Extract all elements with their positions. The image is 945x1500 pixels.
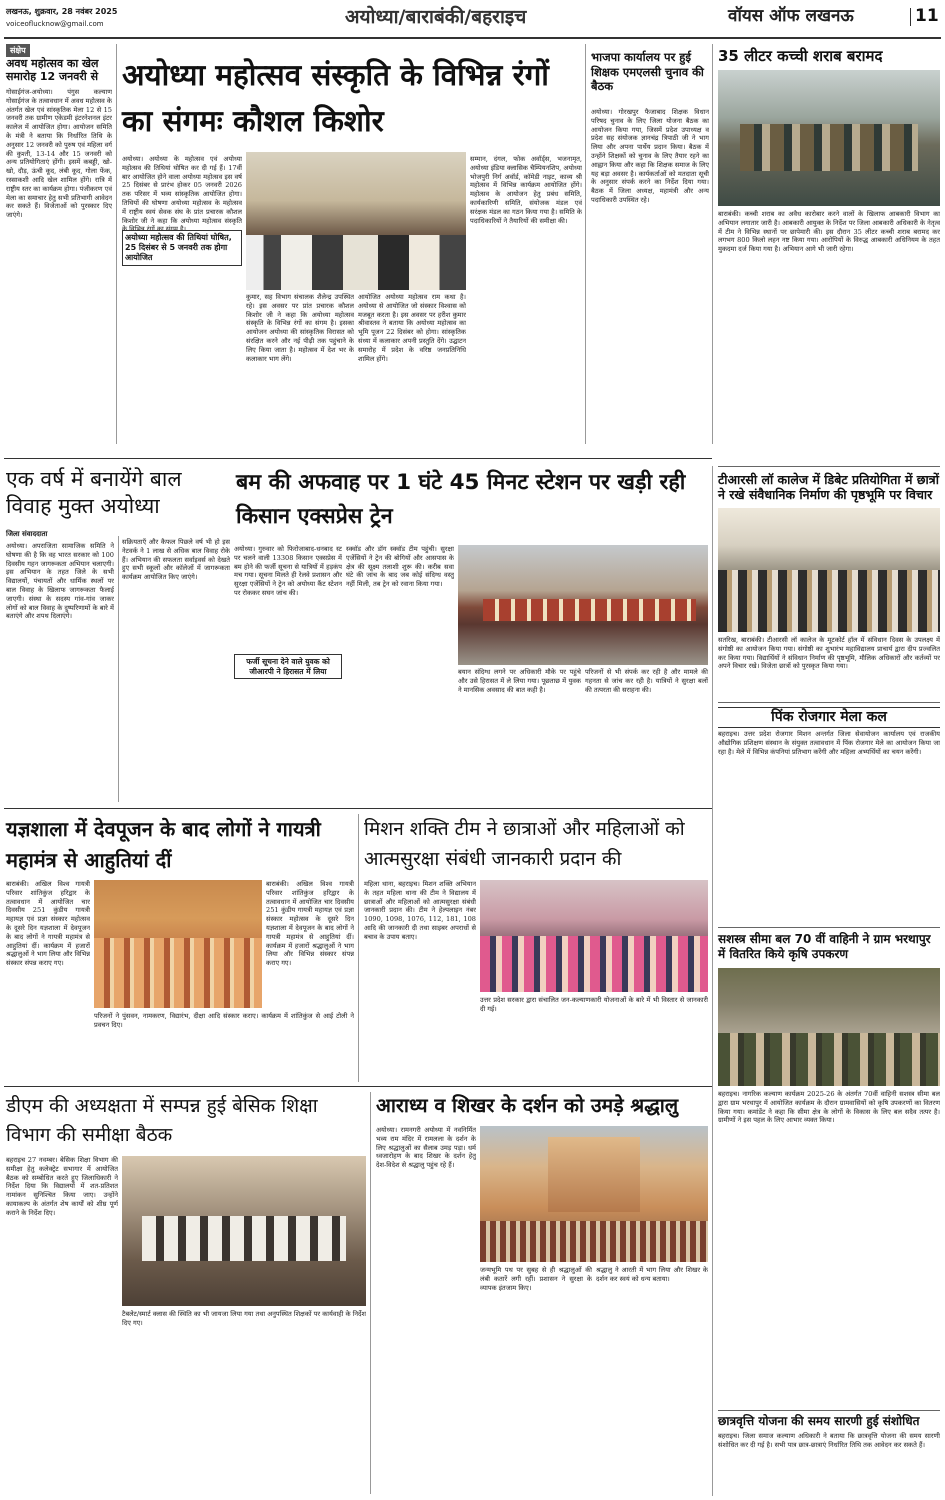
divider [718,927,940,928]
ayodhya-body-2: जन्मभूमि पथ पर सुबह से ही श्रद्धालुओं की लंबी कतारें लगी रहीं। प्रशासन ने सुरक्षा के व्यापक इंतजाम किए। [480,1266,592,1292]
bomb-headline: बम की अफवाह पर 1 घंटे 45 मिनट स्टेशन पर खड़ी रही किसान एक्सप्रेस ट्रेन [236,470,686,529]
ssb-headline: सशस्त्र सीमा बल 70 वीं वाहिनी ने ग्राम भरथापुर में वितरित किये कृषि उपकरण [718,932,931,961]
ssb-body: बहराइच। नागरिक कल्याण कार्यक्रम 2025-26 के अंतर्गत 70वीं वाहिनी सशस्त्र सीमा बल द्वारा ग्राम भरथापुर में आयोजित कार्यक्रम के दौरान ग्रामवासियों को कृषि उपकरणों का वितरण किया गया। कमांडेंट ने कहा कि सीमा क्षेत्र के लोगों के विकास के लिए बल सदैव तत्पर है। ग्रामीणों ने इस पहल के लिए आभार व्यक्त किया। [718,1090,940,1125]
divider [910,8,911,26]
bomb-col-4: बयान संदिग्ध लगने पर अधिकारी मौके पर पहुंचे और उसे हिरासत में ले लिया गया। पूछताछ में युवक ने मानसिक अवसाद की बात कही है। [458,668,581,694]
debate-photo [718,508,940,632]
dm-body-2: टैबलेट/स्मार्ट क्लास की स्थिति का भी जायजा लिया गया तथा अनुपस्थित शिक्षकों पर कार्यवाही के निर्देश दिए गए। [122,1310,366,1327]
ayodhya-body: अयोध्या। रामनगरी अयोध्या में नवनिर्मित भव्य राम मंदिर में रामलला के दर्शन के लिए श्रद्धालुओं का सैलाब उमड़ पड़ा। धर्म ध्वजारोहण के बाद शिखर के दर्शन हेतु देश-विदेश से श्रद्धालु पहुंच रहे हैं। [376,1126,476,1170]
brief-label: संक्षेप [6,44,30,57]
dm-photo [122,1156,366,1306]
masthead-rule [4,37,941,39]
pink-body: बहराइच। उत्तर प्रदेश रोजगार मिशन अन्तर्गत जिला सेवायोजन कार्यालय एवं राजकीय औद्योगिक प्रशिक्षण संस्थान के संयुक्त तत्वावधान में पिंक रोजगार मेले का आयोजन किया जा रहा है। मेले में विभिन्न कंपनियां प्रतिभाग करेंगी और महिला अभ्यर्थियों का चयन करेंगी। [718,730,940,756]
bomb-col-5: परिजनों से भी संपर्क कर रही है और मामले की गहनता से जांच कर रही है। यात्रियों ने सुरक्षा बलों की तत्परता की सराहना की। [585,668,708,694]
email-text: voiceoflucknow@gmail.com [6,20,104,28]
gayatri-photo [94,880,262,1008]
ayodhya-body-3: श्रद्धालु ने आरती में भाग लिया और शिखर के दर्शन कर स्वयं को धन्य बताया। [596,1266,708,1283]
divider [4,808,712,809]
dm-headline: डीएम की अध्यक्षता में सम्पन्न हुई बेसिक शिक्षा विभाग की समीक्षा बैठक [6,1095,318,1146]
page-number: 11 [915,6,939,26]
gayatri-body-3: बाराबंकी। अखिल विश्व गायत्री परिवार शांतिकुंज हरिद्वार के तत्वावधान में आयोजित चार दिवसीय 251 कुंडीय गायत्री महायज्ञ एवं प्रज्ञा संस्कार महोत्सव के दूसरे दिन यज्ञशाला में देवपूजन के बाद लोगों ने गायत्री महामंत्र से आहुतियां दीं। कार्यक्रम में हजारों श्रद्धालुओं ने भाग लिया और विभिन्न संस्कार संपन्न कराए गए। [266,880,354,968]
debate-headline: टीआरसी लॉ कालेज में डिबेट प्रतियोगिता में छात्रों ने रखे संवैधानिक निर्माण की पृष्ठभूमि पर विचार [718,472,939,502]
pink-headline: पिंक रोजगार मेला कल [718,707,940,728]
divider [585,44,586,444]
ayodhya-headline: आराध्य व शिखर के दर्शन को उमड़े श्रद्धालु [376,1094,679,1117]
issue-date: लखनऊ, शुक्रवार, 28 नवंबर 2025 [6,7,118,16]
lead-col-4: सम्मान, दंगल, फोक अवॉर्ड्स, भजनामृत, अयोध्या इंडिया क्लासिक चैम्पियनशिप, अयोध्या भोजपुरी निर्ग अवॉर्ड, कॉमेडी नाइट, काव्य श्री महोत्सव में विभिन्न कार्यक्रम आयोजित होंगे। महोत्सव के आयोजन हेतु प्रबंध समिति, कार्यकारिणी समिति, संयोजक मंडल एवं सरंक्षक मंडल का गठन किया गया है। समिति के पदाधिकारियों ने तैयारियों की समीक्षा की। [470,155,582,225]
divider [116,44,117,444]
divider [358,814,359,1082]
bomb-callout: फर्जी सूचना देने वाले युवक को जीआरपी ने हिरासत में लिया [234,654,342,679]
ssb-photo [718,968,940,1086]
section-title: अयोध्या/बाराबंकी/बहराइच [345,6,527,28]
masthead-left [6,6,206,28]
train-photo [458,545,708,665]
divider [4,1086,712,1087]
bjp-body: अयोध्या। गोरखपुर फैजाबाद शिक्षक विधान परिषद चुनाव के लिए जिला योजना बैठक का आयोजन किया गया, जिसमें प्रदेश उपाध्यक्ष व प्रदेश सह संयोजक ज्ञानचंद्र त्रिपाठी जी ने भाग लिया और अपना पार्थेय प्रदान किया। बैठक में उन्होंने शिक्षकों को चुनाव के लिए तैयार रहने का आह्वान किया और कहा कि शिक्षक समाज के लिए यह बड़ा अवसर है। कार्यकर्ताओं को मतदाता सूची के अनुसार संपर्क करने का निर्देश दिया गया। बैठक में जिला अध्यक्ष, महामंत्री और अन्य पदाधिकारी उपस्थित रहे। [591,108,709,204]
mission-body: महिला थाना, बहराइच। मिशन शक्ति अभियान के तहत महिला थाना की टीम ने विद्यालय में छात्राओं और महिलाओं को आत्मसुरक्षा संबंधी जानकारी प्रदान की। टीम ने हेल्पलाइन नंबर 1090, 1098, 1076, 112, 181, 108 आदि की जानकारी दी तथा साइबर अपराधों से बचाव के उपाय बताए। [364,880,476,941]
dm-body: बहराइच 27 नवम्बर। बेसिक शिक्षा विभाग की समीक्षा हेतु कलेक्ट्रेट सभागार में आयोजित बैठक को सम्बोधित करते हुए जिलाधिकारी ने निर्देश दिया कि विद्यालयों में शत-प्रतिशत नामांकन सुनिश्चित किया जाए। उन्होंने कायाकल्प के अंतर्गत शेष कार्यों को शीघ्र पूर्ण कराने के निर्देश दिए। [6,1156,118,1217]
scholarship-body: बहराइच। जिला समाज कल्याण अधिकारी ने बताया कि छात्रवृत्ति योजना की समय सारणी संशोधित कर दी गई है। सभी पात्र छात्र-छात्राएं निर्धारित तिथि तक आवेदन कर सकते हैं। [718,1432,940,1449]
bomb-col-1: सक्रियताएँ और कैफल पिछले वर्ष भी हो इस नेटवर्क ने 1 लाख से अधिक बाल विवाह रोके हैं। अभियान की सफलता सर्वाइवर्स को देखते हुए सभी स्कूलों और कॉलेजों में जागरूकता कार्यक्रम आयोजित किए जाएंगे। [122,538,230,582]
lead-callout: अयोध्या महोत्सव की तिथियां घोषित, 25 दिसंबर से 5 जनवरी तक होगा आयोजित [122,230,242,266]
bomb-col-3: स्क्वॉड और डॉग स्क्वॉड टीम पहुंची। सुरक्षा एजेंसियों ने ट्रेन की बोगियों और आसपास के क्षेत्र की सूक्ष्म तलाशी शुरू की। करीब सवा घंटे की जांच के बाद जब कोई संदिग्ध वस्तु नहीं मिली, तब ट्रेन को रवाना किया गया। [346,545,454,589]
divider [718,1410,940,1411]
divider [712,466,713,1496]
divider [370,1092,371,1494]
liquor-body: बाराबंकी। कच्ची शराब का अवैध कारोबार करने वालों के खिलाफ आबकारी विभाग का अभियान लगातार जारी है। आबकारी आयुक्त के निर्देश पर जिला आबकारी अधिकारी के नेतृत्व में टीम ने विभिन्न स्थानों पर छापेमारी की। इस दौरान 35 लीटर कच्ची शराब बरामद कर लगभग 800 किलो लहन नष्ट किया गया। आरोपियों के विरुद्ध आबकारी अधिनियम के तहत मुकदमा दर्ज किया गया है। अभियान आगे भी जारी रहेगा। [718,210,940,254]
lead-col-2: कुमार, सह विभाग संचालक शैलेन्द्र उपस्थित रहे। इस अवसर पर प्रांत प्रचारक कौशल किशोर जी ने कहा कि अयोध्या महोत्सव संस्कृति के विभिन्न रंगों का संगम है। इसका आयोजन अयोध्या की सांस्कृतिक विरासत को संरक्षित करने और नई पीढ़ी तक पहुंचाने के लिए किया जाता है। महोत्सव में देश भर के कलाकार भाग लेंगे। [246,293,354,363]
gayatri-body-2: परिजनों ने पुंसवन, नामकरण, विद्यारंभ, दीक्षा आदि संस्कार कराए। कार्यक्रम में शांतिकुंज से आई टोली ने प्रवचन दिए। [94,1012,354,1029]
lead-headline: अयोध्या महोत्सव संस्कृति के विभिन्न रंगों का संगमः कौशल किशोर [122,58,549,138]
divider [4,458,712,459]
brand-name: वॉयस ऑफ लखनऊ [728,6,854,26]
divider [718,702,940,703]
divider [718,466,940,467]
mission-photo [480,880,708,992]
mission-headline: मिशन शक्ति टीम ने छात्राओं और महिलाओं को आत्मसुरक्षा संबंधी जानकारी प्रदान की [364,818,685,870]
dateline: जिला संवाददाता [6,530,48,538]
brief-title: अवध महोत्सव का खेल समारोह 12 जनवरी से [6,57,99,83]
child-marriage-body: अयोध्या। अपराजिता सामाजिक समिति ने घोषणा की है कि वह भारत सरकार को 100 दिवसीय गहन जागरूकता अभियान चलाएगी। इस अभियान के तहत जिले के सभी विद्यालयों, पंचायतों और धार्मिक स्थलों पर बाल विवाह के खिलाफ जागरूकता फैलाई जाएगी। संस्था के सदस्य गांव-गांव जाकर लोगों को बाल विवाह के दुष्परिणामों के बारे में बताएंगे और शपथ दिलाएंगे। [6,542,114,621]
bomb-col-2: अयोध्या। गुरुवार को फिरोजाबाद-धनबाद स्ट पर चलने वाली 13308 किसान एक्सप्रेस में बम होने की फर्जी सूचना से यात्रियों में हड़कंप मच गया। सूचना मिलते ही रेलवे प्रशासन और सुरक्षा एजेंसियों ने ट्रेन को अयोध्या कैंट स्टेशन पर रोककर सघन जांच की। [234,545,342,597]
lead-col-3: आयोजित अयोध्या महोत्सव राम कथा है। अयोध्या से आयोजित जो संस्कार विश्वास को मजबूत करता है। इस अवसर पर हरीश कुमार श्रीवास्तव ने बताया कि अयोध्या महोत्सव का भूमि पूजन 22 दिसंबर को होगा। सांस्कृतिक संध्या में कलाकार अपनी प्रस्तुति देंगे। उद्घाटन समारोह में प्रदेश के वरिष्ठ जनप्रतिनिधि शामिल होंगे। [358,293,466,363]
brief-body: गोसाईगंज-अयोध्या। पंगुस कल्याण गोसाईगंज के तत्वावधान में अवध महोत्सव के अंतर्गत खेल एवं सांस्कृतिक मेला 12 से 15 जनवरी तक ग्रामीण एकेडमी इंटरनेशनल इंटर कालेज में आयोजित होगा। आयोजन समिति के मंत्री ने बताया कि निर्धारित तिथि के अनुसार 12 जनवरी को पुरुष एवं महिला वर्ग की कुश्ती, 13-14 और 15 जनवरी को अन्य प्रतियोगिताएं होंगी। इसमें कबड्डी, खो-खो, दौड़, ऊंची कूद, लंबी कूद, गोला फेंक, रस्साकशी आदि खेल शामिल होंगे। रात्रि में राष्ट्रीय स्तर का कार्यक्रम होगा। पंजीकरण एवं मेला का समाचार हेतु सभी प्रतिभागी आवेदन कर सकते हैं। विजेताओं को पुरस्कार दिए जाएंगे। [6,88,112,220]
bjp-headline: भाजपा कार्यालय पर हुई शिक्षक एमएलसी चुनाव की बैठक [591,50,704,93]
gayatri-headline: यज्ञशाला में देवपूजन के बाद लोगों ने गायत्री महामंत्र से आहुतियां दीं [6,817,321,872]
liquor-headline: 35 लीटर कच्ची शराब बरामद [718,47,883,65]
lead-photo [246,152,466,290]
gayatri-body: बाराबंकी। अखिल विश्व गायत्री परिवार शांतिकुंज हरिद्वार के तत्वावधान में आयोजित चार दिवसीय 251 कुंडीय गायत्री महायज्ञ एवं प्रज्ञा संस्कार महोत्सव के दूसरे दिन यज्ञशाला में देवपूजन के बाद लोगों ने गायत्री महामंत्र से आहुतियां दीं। कार्यक्रम में हजारों श्रद्धालुओं ने भाग लिया और विभिन्न संस्कार संपन्न कराए गए। [6,880,90,968]
divider [118,536,119,802]
ayodhya-photo [480,1126,708,1262]
lead-col-1: अयोध्या। अयोध्या के महोत्सव एवं अयोध्या महोत्सव की तिथियां घोषित कर दी गई हैं। 17वीं बार आयोजित होने वाला अयोध्या महोत्सव इस वर्ष 25 दिसंबर से प्रारंभ होकर 05 जनवरी 2026 तक परिसर में भव्य सांस्कृतिक आयोजित होगा। तिथियों की घोषणा अयोध्या महोत्सव के महोत्सव में राष्ट्रीय स्वयं सेवक संघ के प्रांत प्रचारक कौशल किशोर जी ने कहा कि अयोध्या महोत्सव संस्कृति [122,155,242,225]
divider [712,44,713,444]
debate-body: सतरिख, बाराबंकी। टीआरसी लॉ कालेज के मूटकोर्ट हॉल में संविधान दिवस के उपलक्ष्य में संगोष्ठी का आयोजन किया गया। संगोष्ठी का शुभारंभ महाविद्यालय प्राचार्य द्वारा दीप प्रज्वलित कर किया गया। विद्यार्थियों ने संविधान निर्माण की पृष्ठभूमि, मौलिक अधिकारों और कर्तव्यों पर अपने विचार रखे। विजेता छात्रों को पुरस्कृत किया गया। [718,636,940,671]
child-marriage-headline: एक वर्ष में बनायेंगे बाल विवाह मुक्त अयोध्या [6,467,182,518]
mission-body-2: उत्तर प्रदेश सरकार द्वारा संचालित जन-कल्याणकारी योजनाओं के बारे में भी विस्तार से जानकारी दी गई। [480,996,708,1013]
scholarship-headline: छात्रवृत्ति योजना की समय सारणी हुई संशोधित [718,1414,920,1428]
liquor-photo [718,70,940,206]
